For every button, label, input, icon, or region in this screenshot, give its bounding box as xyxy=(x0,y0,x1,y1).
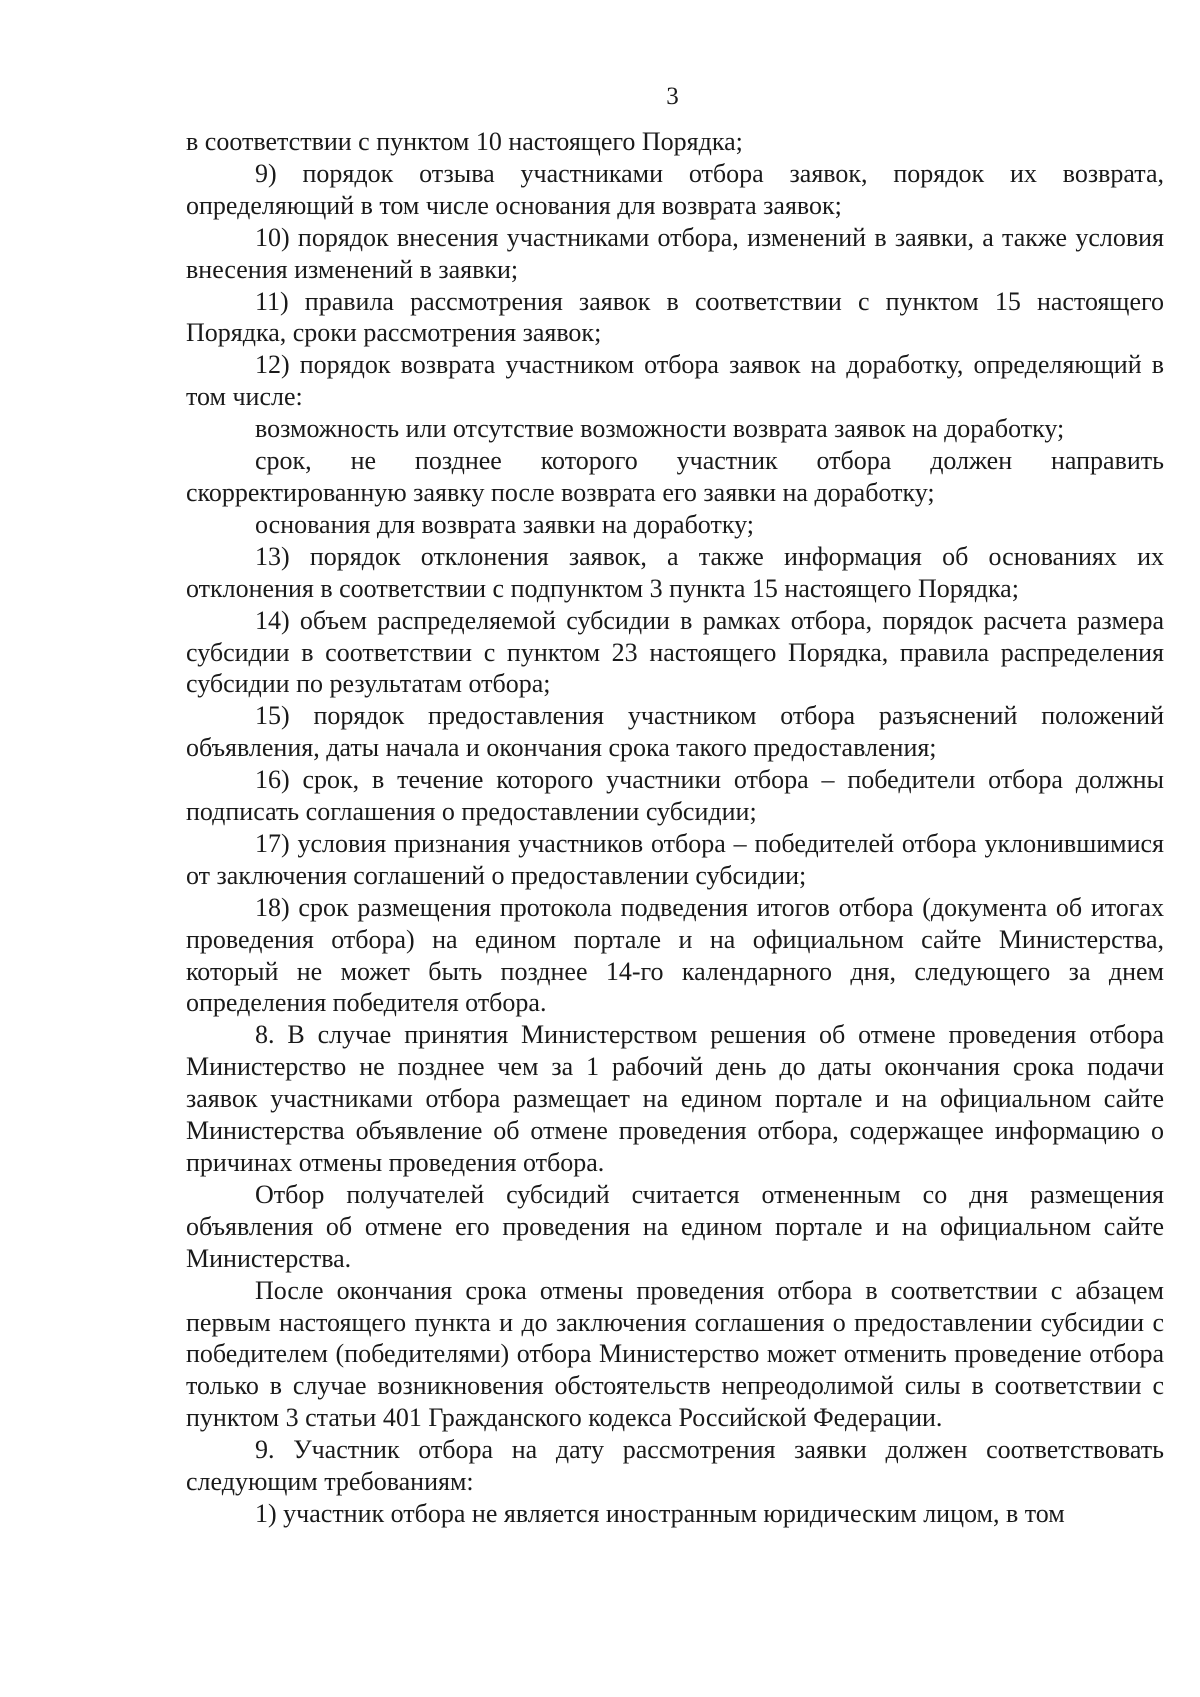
paragraph-item-12-sub-3: основания для возврата заявки на доработку; xyxy=(255,509,754,539)
paragraph-section-9-item-1: 1) участник отбора не является иностранным юридическим лицом, в том xyxy=(255,1498,1065,1528)
paragraph-item-12-sub-2: срок, не позднее которого участник отбора должен направить скорректированную заявку после возврата его заявки на доработку; xyxy=(186,446,1164,507)
paragraph-section-8-part-3: После окончания срока отмены проведения отбора в соответствии с абзацем первым настоящего пункта и до заключения соглашения о предоставлении субсидии с победителем (победителями) отбора Министерство может отменить проведение отбора только в случае возникновения обстоятельств непреодолимой силы в соответствии с пунктом 3 статьи 401 Гражданского кодекса Российской Федерации. xyxy=(186,1275,1164,1433)
paragraph-item-13: 13) порядок отклонения заявок, а также информация об основаниях их отклонения в соответствии с подпунктом 3 пункта 15 настоящего Порядка; xyxy=(186,541,1164,603)
paragraph-section-8-part-2: Отбор получателей субсидий считается отмененным со дня размещения объявления об отмене его проведения на едином портале и на официальном сайте Министерства. xyxy=(186,1179,1164,1273)
paragraph-item-12-sub-1: возможность или отсутствие возможности возврата заявок на доработку; xyxy=(255,414,1065,444)
document-body xyxy=(186,126,1164,1530)
paragraph-item-14: 14) объем распределяемой субсидии в рамках отбора, порядок расчета размера субсидии в соответствии с пунктом 23 настоящего Порядка, правила распределения субсидии по результатам отбора; xyxy=(186,605,1164,699)
paragraph-section-9: 9. Участник отбора на дату рассмотрения заявки должен соответствовать следующим требованиям: xyxy=(186,1435,1164,1497)
paragraph-item-9: 9) порядок отзыва участниками отбора заявок, порядок их возврата, определяющий в том числе основания для возврата заявок; xyxy=(186,158,1164,220)
paragraph-item-18: 18) срок размещения протокола подведения итогов отбора (документа об итогах проведения отбора) на едином портале и на официальном сайте Министерства, который не может быть позднее 14-го календарного дня, следующего за днем определения победителя отбора. xyxy=(186,892,1164,1018)
paragraph-item-11: 11) правила рассмотрения заявок в соответствии с пунктом 15 настоящего Порядка, сроки рассмотрения заявок; xyxy=(186,286,1164,348)
paragraph-item-12: 12) порядок возврата участником отбора заявок на доработку, определяющий в том числе: xyxy=(186,350,1164,412)
paragraph-item-17: 17) условия признания участников отбора – победителей отбора уклонившимися от заключения соглашений о предоставлении субсидии; xyxy=(186,828,1164,890)
paragraph-section-8: 8. В случае принятия Министерством решения об отмене проведения отбора Министерство не позднее чем за 1 рабочий день до даты окончания срока подачи заявок участниками отбора размещает на едином портале и на официальном сайте Министерства объявление об отмене проведения отбора, содержащее информацию о причинах отмены проведения отбора. xyxy=(186,1020,1164,1177)
paragraph-item-16: 16) срок, в течение которого участники отбора – победители отбора должны подписать соглашения о предоставлении субсидии; xyxy=(186,765,1164,827)
page-number: 3 xyxy=(666,83,679,110)
paragraph-item-10: 10) порядок внесения участниками отбора, изменений в заявки, а также условия внесения изменений в заявки; xyxy=(186,222,1164,284)
paragraph-continuation: в соответствии с пунктом 10 настоящего Порядка; xyxy=(186,127,743,156)
paragraph-item-15: 15) порядок предоставления участником отбора разъяснений положений объявления, даты начала и окончания срока такого предоставления; xyxy=(186,701,1164,763)
